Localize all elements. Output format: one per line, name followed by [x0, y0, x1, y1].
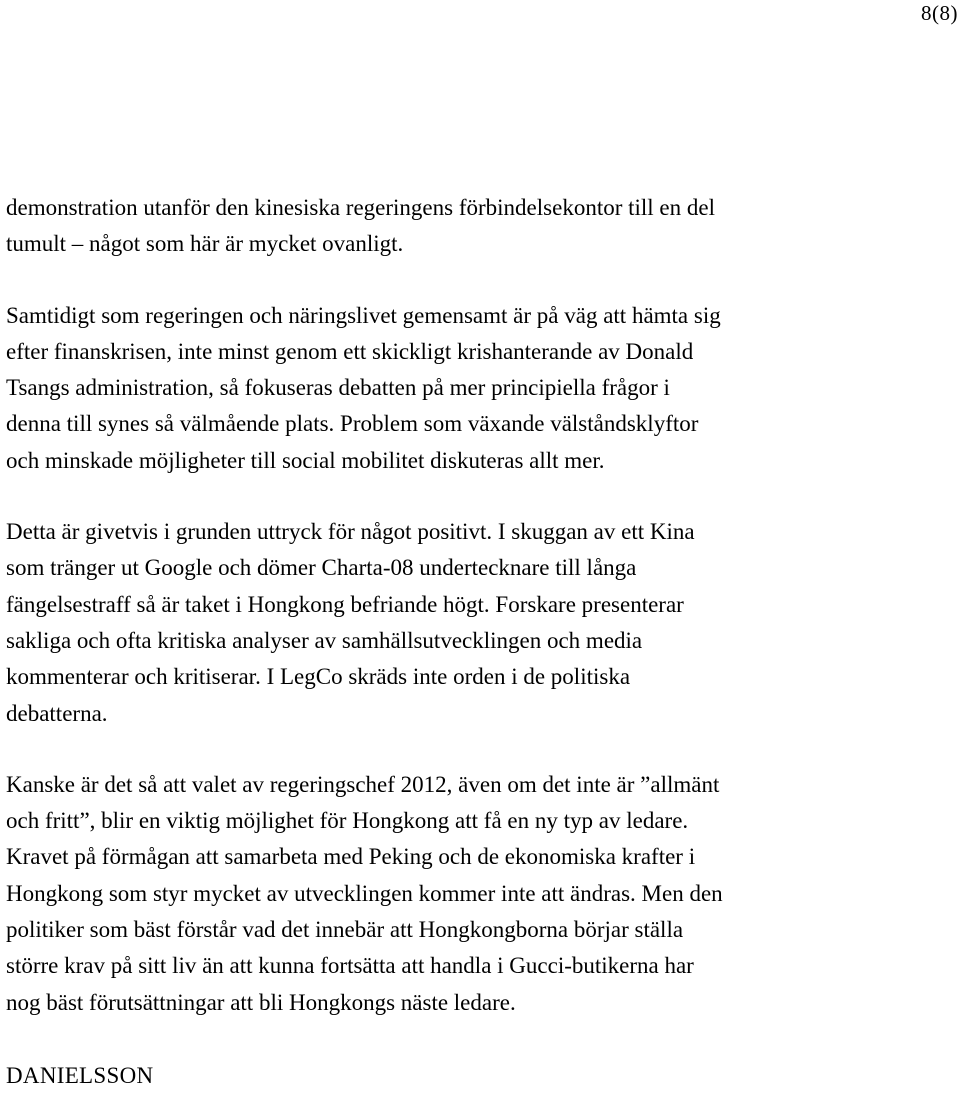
paragraph-1 — [6, 190, 956, 263]
paragraph-2 — [6, 298, 956, 479]
paragraph-line: nog bäst förutsättningar att bli Hongkongs näste ledare. — [6, 989, 516, 1015]
paragraph-line: Detta är givetvis i grunden uttryck för något positivt. I skuggan av ett Kina — [6, 519, 695, 545]
paragraph-line: sakliga och ofta kritiska analyser av samhällsutvecklingen och media — [6, 627, 643, 653]
author-signature: DANIELSSON — [6, 1063, 154, 1088]
paragraph-line: fängelsestraff så är taket i Hongkong befriande högt. Forskare presenterar — [6, 591, 684, 617]
paragraph-line: politiker som bäst förstår vad det innebär att Hongkongborna börjar ställa — [6, 917, 684, 943]
paragraph-line: Hongkong som styr mycket av utvecklingen kommer inte att ändras. Men den — [6, 880, 723, 906]
paragraph-line: tumult – något som här är mycket ovanligt. — [6, 231, 404, 257]
paragraph-4 — [6, 767, 956, 1021]
page-number: 8(8) — [921, 1, 958, 25]
paragraph-line: som tränger ut Google och dömer Charta-08 undertecknare till långa — [6, 555, 637, 581]
paragraph-line: denna till synes så välmående plats. Problem som växande välståndsklyftor — [6, 411, 699, 437]
paragraph-line: och fritt”, blir en viktig möjlighet för Hongkong att få en ny typ av ledare. — [6, 808, 689, 834]
paragraph-line: Kravet på förmågan att samarbeta med Peking och de ekonomiska krafter i — [6, 844, 696, 870]
paragraph-line: demonstration utanför den kinesiska regeringens förbindelsekontor till en del — [6, 195, 715, 220]
paragraph-line: debatterna. — [6, 700, 108, 726]
paragraph-line: Samtidigt som regeringen och näringslivet gemensamt är på väg att hämta sig — [6, 302, 721, 328]
paragraph-3 — [6, 514, 956, 732]
paragraph-line: och minskade möjligheter till social mobilitet diskuteras allt mer. — [6, 447, 605, 473]
paragraph-line: större krav på sitt liv än att kunna fortsätta att handla i Gucci-butikerna har — [6, 953, 694, 979]
paragraph-line: Tsangs administration, så fokuseras debatten på mer principiella frågor i — [6, 375, 670, 401]
document-body — [6, 190, 956, 1056]
paragraph-line: Kanske är det så att valet av regeringschef 2012, även om det inte är ”allmänt — [6, 771, 720, 797]
paragraph-line: kommenterar och kritiserar. I LegCo skräds inte orden i de politiska — [6, 664, 631, 690]
paragraph-line: efter finanskrisen, inte minst genom ett skickligt krishanterande av Donald — [6, 338, 694, 364]
